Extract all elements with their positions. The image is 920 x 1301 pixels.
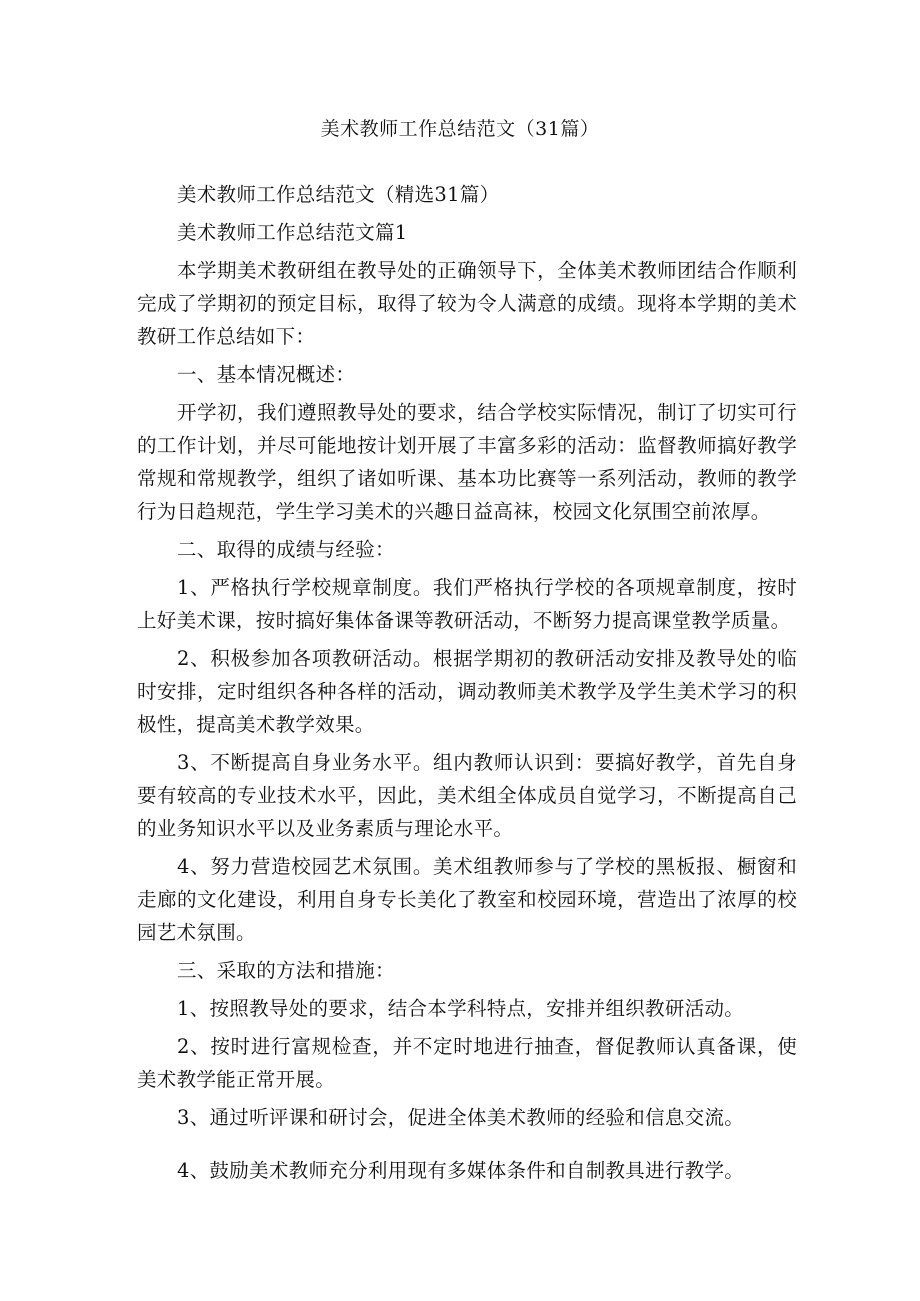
achievement-item-1: 1、严格执行学校规章制度。我们严格执行学校的各项规章制度，按时上好美术课，按时搞好集体备课等教研活动，不断努力提高课堂教学质量。 xyxy=(137,576,797,632)
overview-paragraph: 开学初，我们遵照教导处的要求，结合学校实际情况，制订了切实可行的工作计划，并尽可能地按计划开展了丰富多彩的活动：监督教师搞好教学常规和常规教学，组织了诸如听课、基本功比赛等一系列活动，教师的教学行为日趋规范，学生学习美术的兴趣日益高袜，校园文化氛围空前浓厚。 xyxy=(137,401,797,523)
achievement-item-2: 2、积极参加各项教研活动。根据学期初的教研活动安排及教导处的临时安排，定时组织各种各样的活动，调动教师美术教学及学生美术学习的积极性，提高美术教学效果。 xyxy=(137,647,797,736)
method-item-3: 3、通过听评课和研讨会，促进全体美术教师的经验和信息交流。 xyxy=(177,1106,745,1129)
achievement-item-3: 3、不断提高自身业务水平。组内教师认识到：要搞好教学，首先自身要有较高的专业技术水平，因此，美术组全体成员自觉学习，不断提高自己的业务知识水平以及业务素质与理论水平。 xyxy=(137,751,797,840)
method-item-4: 4、鼓励美术教师充分利用现有多媒体条件和自制教具进行教学。 xyxy=(177,1159,745,1182)
document-body xyxy=(137,178,797,1192)
heading-basic-overview: 一、基本情况概述： xyxy=(177,363,356,386)
heading-achievements: 二、取得的成绩与经验： xyxy=(177,538,395,561)
subtitle-paragraph: 美术教师工作总结范文（精选31篇） xyxy=(177,183,500,206)
heading-methods: 三、采取的方法和措施： xyxy=(177,959,395,982)
method-item-2: 2、按时进行富规检查，并不定时地进行抽查，督促教师认真备课，使美术教学能正常开展。 xyxy=(137,1035,797,1091)
intro-paragraph: 本学期美术教研组在教导处的正确领导下，全体美术教师团结合作顺利完成了学期初的预定目标，取得了较为令人满意的成绩。现将本学期的美术教研工作总结如下： xyxy=(137,259,797,348)
section-heading-paragraph: 美术教师工作总结范文篇1 xyxy=(177,221,408,244)
document-title: 美术教师工作总结范文（31篇） xyxy=(320,118,600,140)
achievement-item-4: 4、努力营造校园艺术氛围。美术组教师参与了学校的黑板报、橱窗和走廊的文化建设，利用自身专长美化了教室和校园环境，营造出了浓厚的校园艺术氛围。 xyxy=(137,855,797,944)
method-item-1: 1、按照教导处的要求，结合本学科特点，安排并组织教研活动。 xyxy=(177,997,745,1020)
